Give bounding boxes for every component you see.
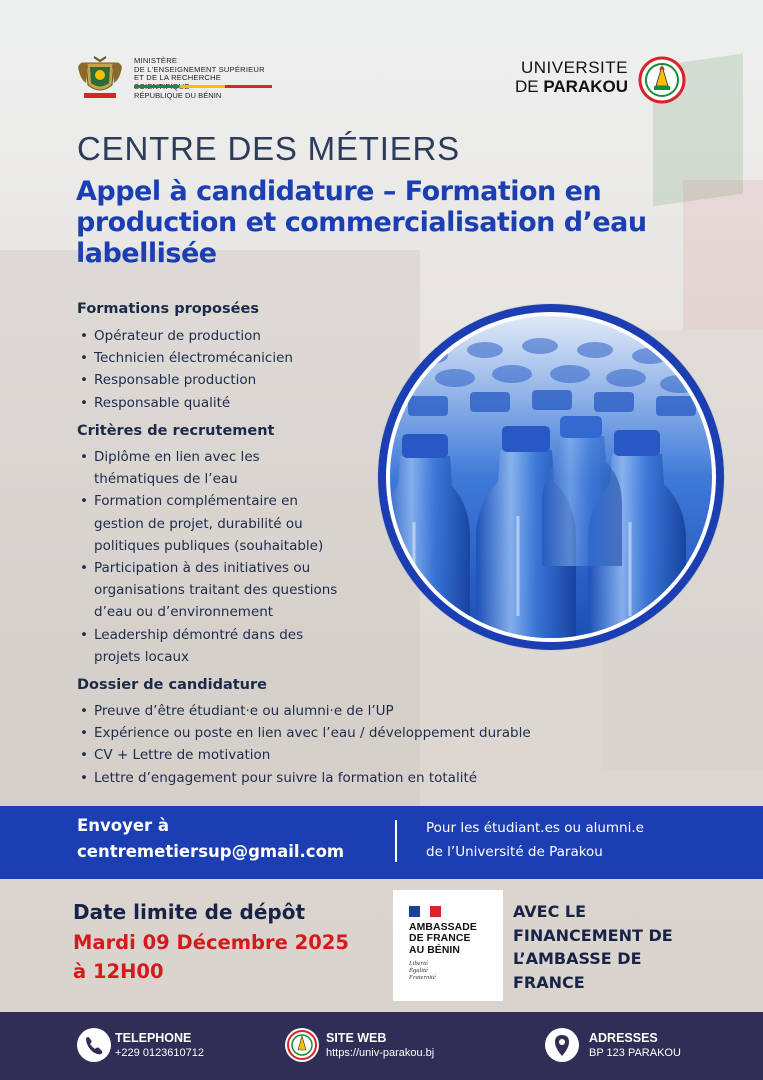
phone-icon[interactable] xyxy=(77,1028,111,1062)
footer xyxy=(0,1012,763,1080)
ministry-logo xyxy=(76,55,276,101)
list-item: • Lettre d’engagement pour suivre la formation en totalité xyxy=(78,767,531,789)
list-item: • CV + Lettre de motivation xyxy=(78,744,531,766)
centre-title: CENTRE DES MÉTIERS xyxy=(77,130,460,167)
section-heading-formations: Formations proposées xyxy=(77,301,259,317)
flag-color-bar xyxy=(134,85,272,88)
coat-of-arms-icon xyxy=(76,55,124,101)
formations-list xyxy=(78,325,293,414)
deadline-time: à 12H00 xyxy=(73,960,164,983)
water-bottles-photo xyxy=(378,304,724,650)
ambassade-name: AMBASSADE DE FRANCE AU BÉNIN xyxy=(409,922,477,956)
web-value[interactable]: https://univ-parakou.bj xyxy=(326,1047,435,1059)
dossier-list xyxy=(78,700,531,789)
send-note-line2: de l’Université de Parakou xyxy=(426,844,603,860)
ministry-name: MINISTÈRE DE L'ENSEIGNEMENT SUPÉRIEUR ET DE LA RECHERCHE xyxy=(134,56,265,83)
send-note-line1: Pour les étudiant.es ou alumni.e xyxy=(426,820,644,836)
list-item: • Formation complémentaire en gestion de projet, durabilité ou politiques publiques (souhaitable) xyxy=(78,490,337,557)
list-item: • Opérateur de production xyxy=(78,325,293,347)
phone-value[interactable]: +229 0123610712 xyxy=(115,1047,205,1059)
location-pin-icon xyxy=(545,1028,579,1062)
section-heading-criteres: Critères de recrutement xyxy=(77,423,275,439)
divider xyxy=(395,820,397,862)
deadline-label: Date limite de dépôt xyxy=(73,900,306,924)
list-item: • Leadership démontré dans des projets locaux xyxy=(78,624,337,668)
university-seal-icon xyxy=(285,1028,319,1062)
deadline-date: Mardi 09 Décembre 2025 xyxy=(73,931,349,954)
bottles-illustration xyxy=(390,316,712,638)
ministry-country: RÉPUBLIQUE DU BÉNIN xyxy=(134,91,222,100)
address-value: BP 123 PARAKOU xyxy=(589,1047,681,1059)
send-email[interactable]: centremetiersup@gmail.com xyxy=(77,842,345,861)
criteres-list xyxy=(78,446,337,668)
list-item: • Responsable production xyxy=(78,369,293,391)
university-name-line2: DE PARAKOU xyxy=(514,77,628,96)
financement-text: AVEC LE FINANCEMENT DE L’AMBASSE DE FRANCE xyxy=(513,902,673,992)
list-item: • Participation à des initiatives ou organisations traitant des questions d’eau ou d’environnement xyxy=(78,557,337,624)
phone-label: TELEPHONE xyxy=(115,1031,192,1045)
university-name-line1: UNIVERSITE xyxy=(520,58,628,77)
university-seal-icon xyxy=(638,56,686,104)
section-heading-dossier: Dossier de candidature xyxy=(77,677,267,693)
list-item: • Expérience ou poste en lien avec l’eau / développement durable xyxy=(78,722,531,744)
address-label: ADRESSES xyxy=(589,1031,658,1045)
french-flag-icon xyxy=(409,906,441,917)
list-item: • Technicien électromécanicien xyxy=(78,347,293,369)
list-item: • Responsable qualité xyxy=(78,392,293,414)
ambassade-logo xyxy=(393,890,503,1001)
send-label: Envoyer à xyxy=(77,816,170,835)
ambassade-motto: Liberté Égalité Fraternité xyxy=(409,960,436,982)
web-label: SITE WEB xyxy=(326,1031,387,1045)
university-logo xyxy=(502,56,692,104)
page-title: Appel à candidature – Formation en production et commercialisation d’eau labellisée xyxy=(76,176,647,269)
list-item: • Diplôme en lien avec les thématiques de l’eau xyxy=(78,446,337,490)
list-item: • Preuve d’être étudiant·e ou alumni·e de l’UP xyxy=(78,700,531,722)
